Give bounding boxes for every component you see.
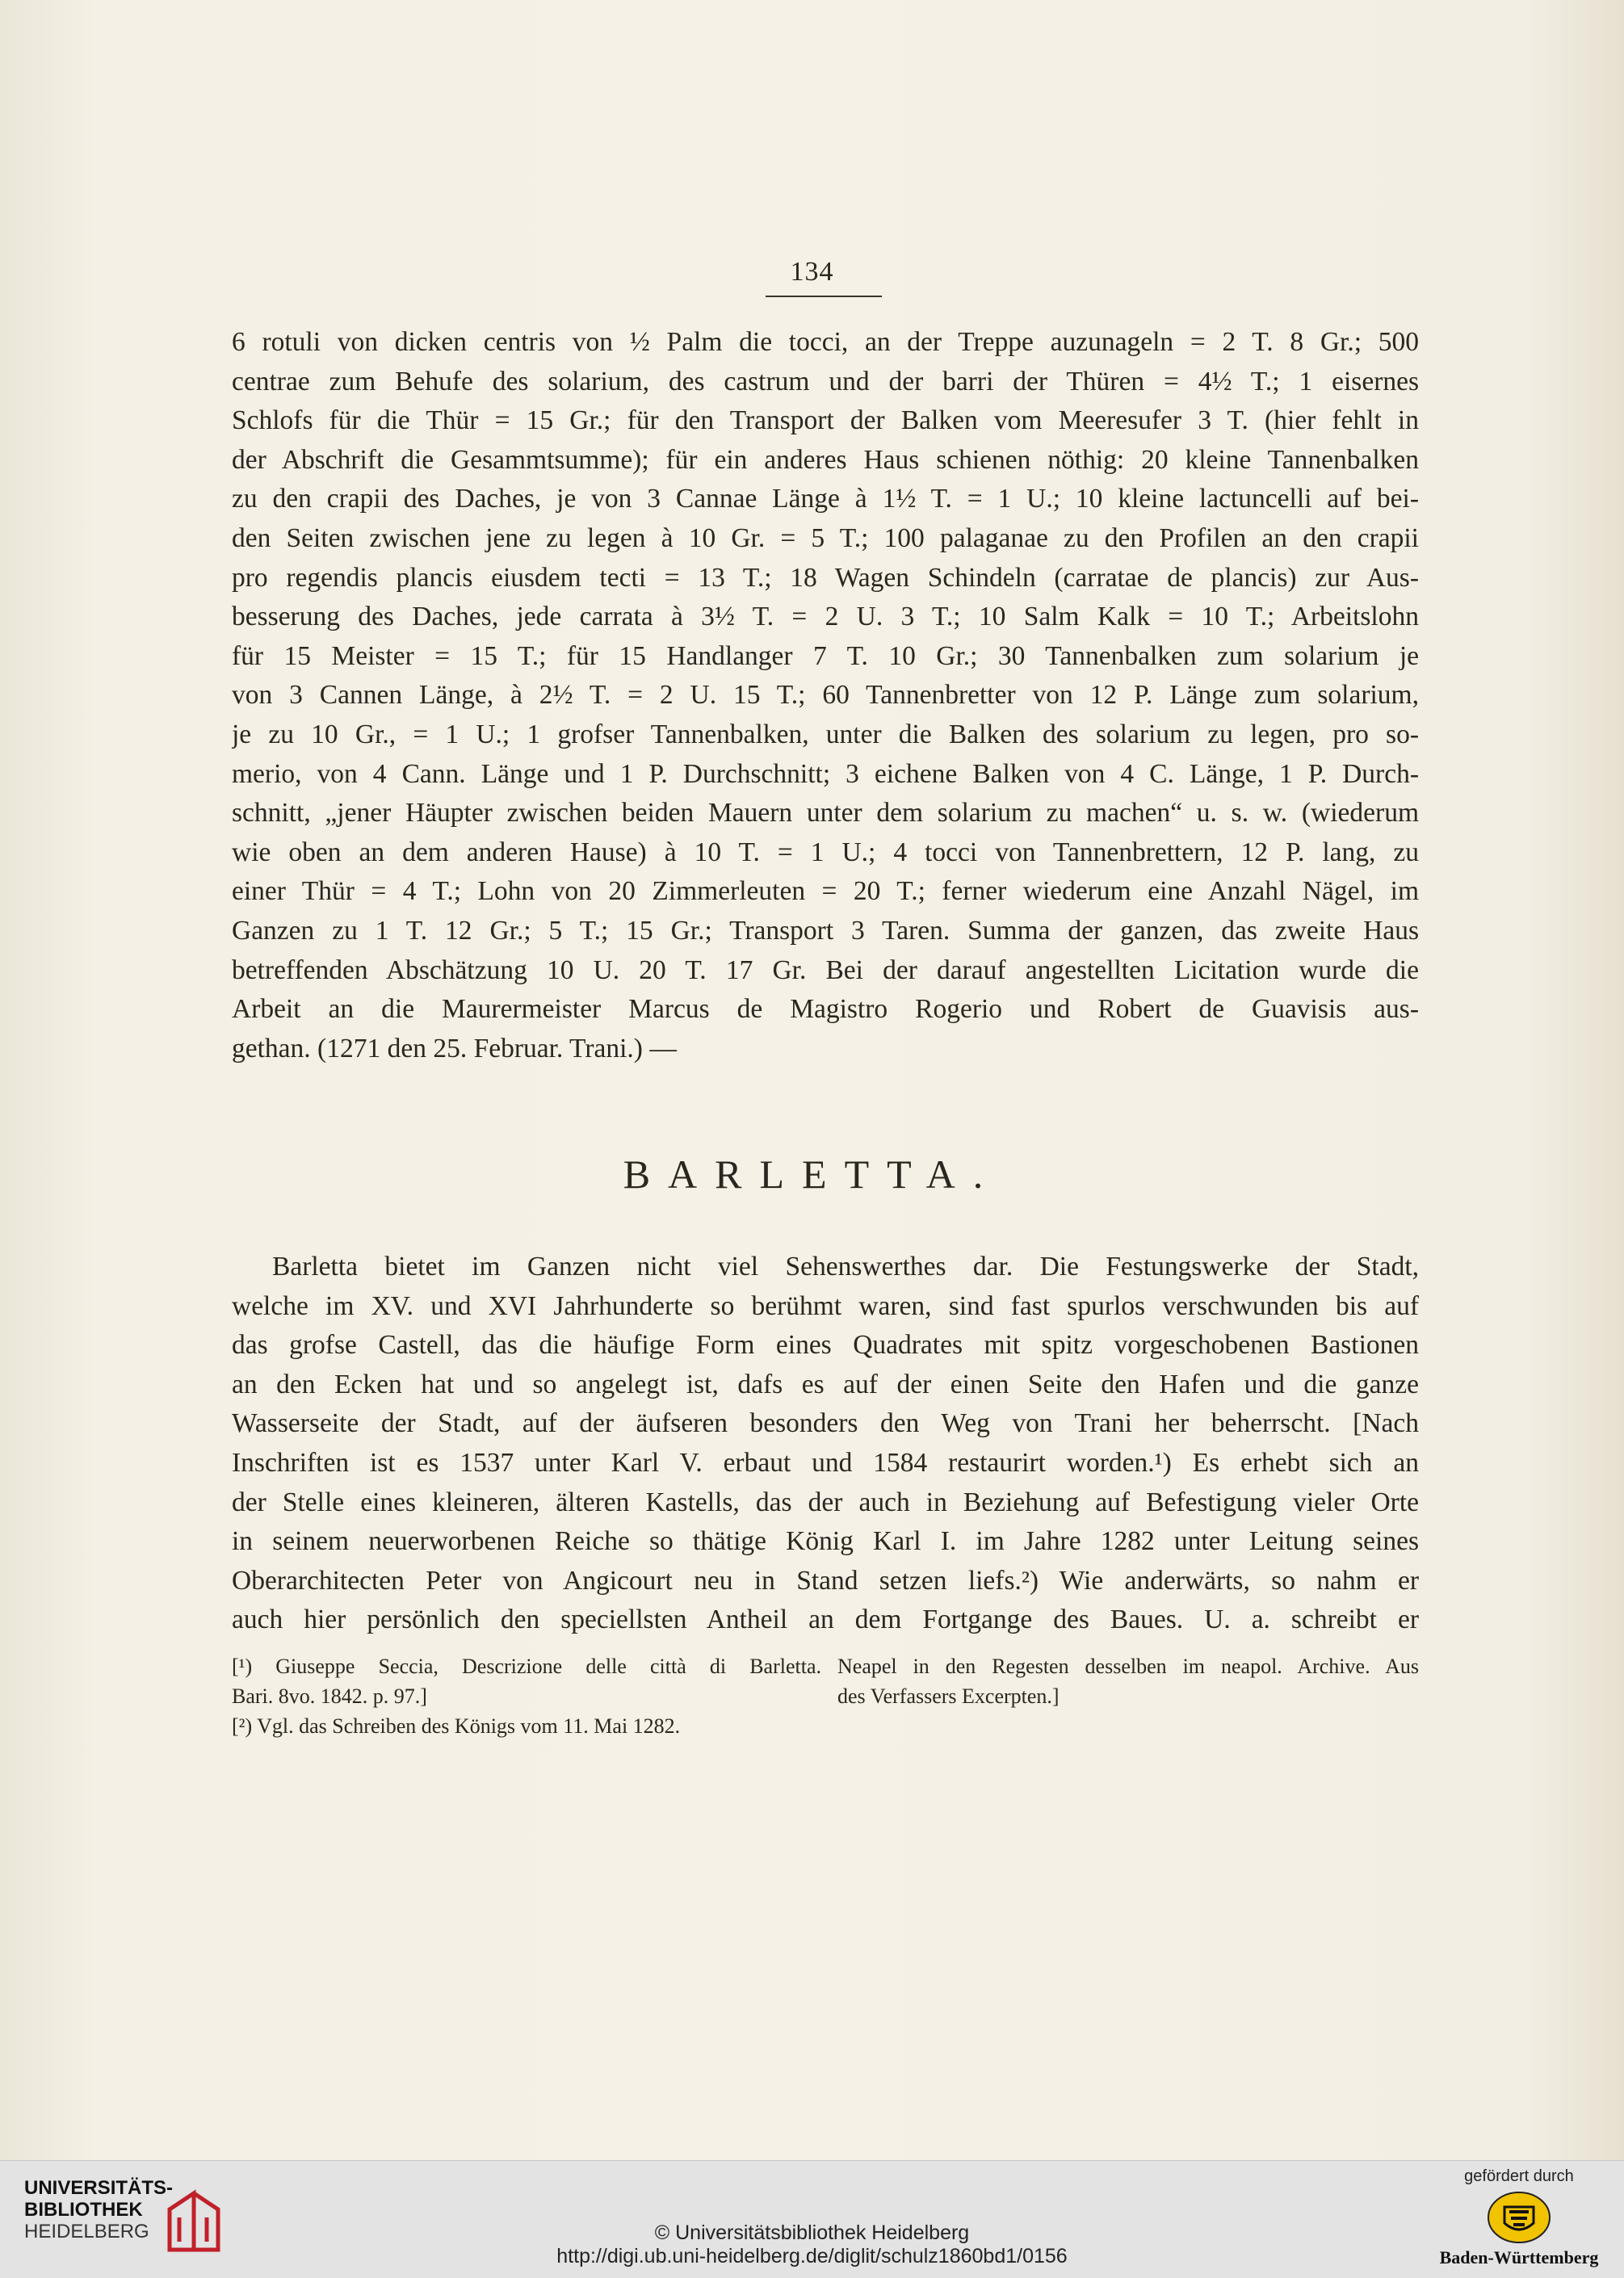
crest-icon [1487, 2191, 1551, 2244]
library-name-line: HEIDELBERG [24, 2221, 149, 2242]
footnotes-right-column [837, 1651, 1419, 1711]
funding-name: Baden-Württemberg [1439, 2247, 1599, 2268]
footnotes-left-column [232, 1651, 821, 1741]
text-line: je zu 10 Gr., = 1 U.; 1 grofser Tannenbalken, unter die Balken des solarium zu legen, pro so- [232, 719, 1419, 749]
text-line: das grofse Castell, das die häufige Form eines Quadrates mit spitz vorgeschobenen Bastionen [232, 1330, 1419, 1361]
text-line: Schlofs für die Thür = 15 Gr.; für den Transport der Balken vom Meeresufer 3 T. (hier fehlt in [232, 405, 1419, 436]
copyright-text: © Universitätsbibliothek Heidelberg [654, 2221, 970, 2244]
text-line: centrae zum Behufe des solarium, des castrum und der barri der Thüren = 4½ T.; 1 eisernes [232, 366, 1419, 396]
text-line: Barletta bietet im Ganzen nicht viel Sehenswerthes dar. Die Festungswerke der Stadt, [272, 1252, 1419, 1282]
text-line: wie oben an dem anderen Hause) à 10 T. = 1 U.; 4 tocci von Tannenbrettern, 12 P. lang, zu [232, 837, 1419, 867]
text-line: der Stelle eines kleineren, älteren Kastells, das der auch in Beziehung auf Befestigung vieler Orte [232, 1487, 1419, 1517]
footnote-line: des Verfassers Excerpten.] [837, 1684, 1060, 1708]
text-line: für 15 Meister = 15 T.; für 15 Handlanger 7 T. 10 Gr.; 30 Tannenbalken zum solarium je [232, 640, 1419, 671]
page-number: 134 [790, 257, 834, 287]
text-line: 6 rotuli von dicken centris von ½ Palm die tocci, an der Treppe auzunageln = 2 T. 8 Gr.; 500 [232, 327, 1419, 357]
text-line: in seinem neuerworbenen Reiche so thätige König Karl I. im Jahre 1282 unter Leitung seines [232, 1526, 1419, 1557]
footnote-line: Bari. 8vo. 1842. p. 97.] [232, 1684, 427, 1708]
text-line: besserung des Daches, jede carrata à 3½ T. = 2 U. 3 T.; 10 Salm Kalk = 10 T.; Arbeitslohn [232, 602, 1419, 632]
section-heading: BARLETTA. [623, 1152, 1001, 1197]
text-line: welche im XV. und XVI Jahrhunderte so berühmt waren, sind fast spurlos verschwunden bis auf [232, 1290, 1419, 1321]
text-line: betreffenden Abschätzung 10 U. 20 T. 17 Gr. Bei der darauf angestellten Licitation wurde die [232, 954, 1419, 985]
copyright-notice [0, 2221, 1624, 2268]
bottom-paragraph [232, 1248, 1419, 1640]
text-line: schnitt, „jener Häupter zwischen beiden Mauern unter dem solarium zu machen“ u. s. w. (wiederum [232, 798, 1419, 829]
footer-bar [0, 2160, 1624, 2278]
text-line: Wasserseite der Stadt, auf der äufseren besonders den Weg von Trani her beherrscht. [Nach [232, 1408, 1419, 1439]
permalink[interactable]: http://digi.ub.uni-heidelberg.de/diglit/schulz1860bd1/0156 [556, 2245, 1068, 2268]
library-name-line: BIBLIOTHEK [24, 2199, 143, 2221]
text-line: Inschriften ist es 1537 unter Karl V. erbaut und 1584 restaurirt worden.¹) Es erhebt sich an [232, 1447, 1419, 1478]
text-line: Arbeit an die Maurermeister Marcus de Magistro Rogerio und Robert de Guavisis aus- [232, 994, 1419, 1025]
text-line: zu den crapii des Daches, je von 3 Cannae Länge à 1½ T. = 1 U.; 10 kleine lactuncelli auf bei- [232, 484, 1419, 514]
text-line: auch hier persönlich den speciellsten Antheil an dem Fortgange des Baues. U. a. schreibt er [232, 1605, 1419, 1635]
text-line: an den Ecken hat und so angelegt ist, dafs es auf der einen Seite den Hafen und die ganze [232, 1369, 1419, 1399]
text-line: einer Thür = 4 T.; Lohn von 20 Zimmerleuten = 20 T.; ferner wiederum eine Anzahl Nägel, im [232, 876, 1419, 907]
footnote-line: [²) Vgl. das Schreiben des Königs vom 11. Mai 1282. [232, 1714, 681, 1738]
text-line: Ganzen zu 1 T. 12 Gr.; 5 T.; 15 Gr.; Transport 3 Taren. Summa der ganzen, das zweite Haus [232, 915, 1419, 946]
text-line: Oberarchitecten Peter von Angicourt neu in Stand setzen liefs.²) Wie anderwärts, so nahm er [232, 1565, 1419, 1596]
text-line: merio, von 4 Cann. Länge und 1 P. Durchschnitt; 3 eichene Balken von 4 C. Länge, 1 P. Durch- [232, 758, 1419, 789]
funding-block [1438, 2167, 1600, 2268]
text-line: von 3 Cannen Länge, à 2½ T. = 2 U. 15 T.; 60 Tannenbretter von 12 P. Länge zum solarium, [232, 680, 1419, 711]
text-line: pro regendis plancis eiusdem tecti = 13 T.; 18 Wagen Schindeln (carratae de plancis) zur Aus- [232, 562, 1419, 593]
footnote-line: Neapel in den Regesten desselben im neapol. Archive. Aus [837, 1655, 1419, 1678]
text-line: den Seiten zwischen jene zu legen à 10 Gr. = 5 T.; 100 palaganae zu den Profilen an den crapii [232, 522, 1419, 553]
page-number-rule [766, 296, 882, 297]
text-line: der Abschrift die Gesammtsumme); für ein anderes Haus schienen nöthig: 20 kleine Tannenbalken [232, 444, 1419, 475]
footnote-line: [¹) Giuseppe Seccia, Descrizione delle città di Barletta. [232, 1655, 821, 1678]
top-paragraph [232, 323, 1419, 1068]
funding-label: gefördert durch [1464, 2167, 1574, 2185]
text-line: gethan. (1271 den 25. Februar. Trani.) — [232, 1033, 677, 1063]
library-name-line: UNIVERSITÄTS- [24, 2177, 174, 2199]
